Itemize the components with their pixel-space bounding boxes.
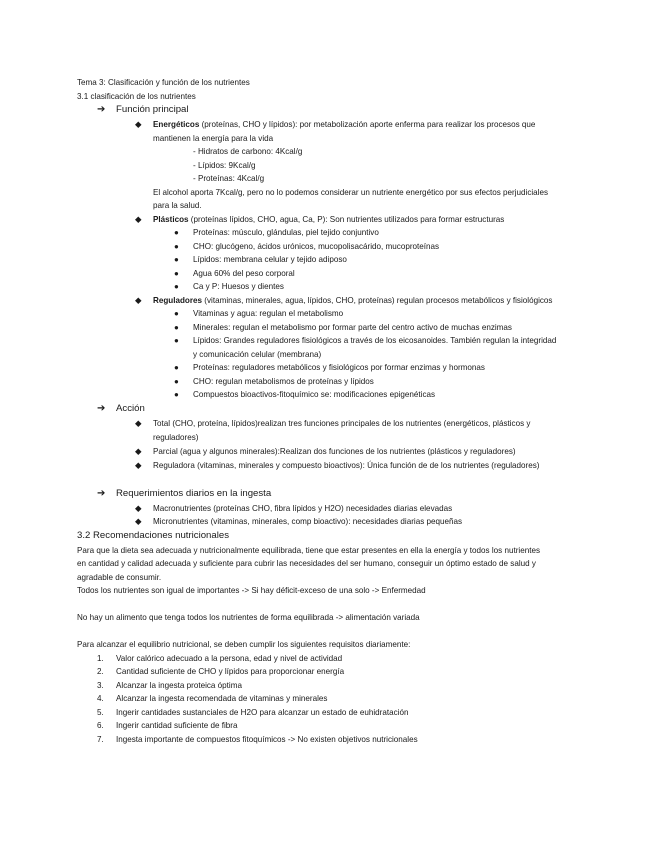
section-heading-3-1: 3.1 clasificación de los nutrientes bbox=[77, 92, 196, 101]
dot-bullet-icon: ● bbox=[174, 390, 179, 399]
diamond-bullet-icon: ◆ bbox=[135, 295, 142, 305]
diamond-bullet-icon: ◆ bbox=[135, 446, 142, 456]
dot-bullet-icon: ● bbox=[174, 242, 179, 251]
arrow-icon: ➔ bbox=[97, 403, 106, 414]
dot-bullet-icon: ● bbox=[174, 323, 179, 332]
dot-bullet-icon: ● bbox=[174, 228, 179, 237]
document-title: Tema 3: Clasificación y función de los nutrientes bbox=[77, 78, 250, 87]
diamond-bullet-icon: ◆ bbox=[135, 214, 142, 224]
diamond-bullet-icon: ◆ bbox=[135, 418, 142, 428]
dot-bullet-icon: ● bbox=[174, 336, 179, 345]
dot-bullet-icon: ● bbox=[174, 282, 179, 291]
alcohol-note-cont: para la salud. bbox=[153, 201, 202, 210]
label-reguladores: Reguladores bbox=[153, 296, 203, 305]
heading-funcion-principal: Función principal bbox=[116, 104, 189, 115]
heading-requerimientos: Requerimientos diarios en la ingesta bbox=[116, 488, 272, 499]
arrow-icon: ➔ bbox=[97, 104, 106, 115]
paragraph-line: No hay un alimento que tenga todos los nutrientes de forma equilibrada -> alimentación variada bbox=[77, 613, 420, 622]
dot-bullet-icon: ● bbox=[174, 363, 179, 372]
diamond-bullet-icon: ◆ bbox=[135, 119, 142, 129]
text-energeticos-cont: mantienen la energía para la vida bbox=[153, 134, 274, 143]
paragraph-line: Todos los nutrientes son igual de importantes -> Si hay déficit-exceso de una solo -> Enfermedad bbox=[77, 586, 426, 595]
dot-bullet-icon: ● bbox=[174, 309, 179, 318]
dot-bullet-icon: ● bbox=[174, 269, 179, 278]
document-page: Tema 3: Clasificación y función de los nutrientes 3.1 clasificación de los nutrientes ➔ Función principal ◆ Energéticos (proteínas, CHO y lípidos): por metabolización aporte enferma para realizar los procesos que mantienen la energía para la vida - Hidratos de carbono: 4Kcal/g - Lípidos: 9Kcal/g - Proteínas: 4Kcal/g El alcohol aporta 7Kcal/g, pero no lo podemos considerar un nutriente energético por sus efectos perjudiciales para la salud. ◆ Plásticos (proteínas lípidos, CHO, agua, Ca, P): Son nutrientes utilizados para formar estructuras ● Proteínas: músculo, glándulas, piel tejido conjuntivo ● CHO: glucógeno, ácidos urónicos, mucopolisacárido, mucoproteínas ● Lípidos: membrana celular y tejido adiposo ● Agua 60% del peso corporal ● Ca y P: Huesos y dientes ◆ Reguladores (vitaminas, minerales, agua, lípidos, CHO, proteínas) regulan procesos metabólicos y fisiológicos ● Vitaminas y agua: regulan el metabolismo ● Minerales: regulan el metabolismo por formar parte del centro activo de muchas enzimas ● Lípidos: Grandes reguladores fisiológicos a través de los eicosanoides. También regulan la integridad y comunicación celular (membrana) ● Proteínas: reguladores metabólicos y fisiológicos por formar enzimas y hormonas ● CHO: regulan metabolismos de proteínas y lípidos ● Compuestos bioactivos-fitoquímico se: modificaciones epigenéticas ➔ Acción ◆ Total (CHO, proteína, lípidos)realizan tres funciones principales de los nutrientes (energéticos, plásticos y reguladores) ◆ Parcial (agua y algunos minerales):Realizan dos funciones de los nutrientes (plásticos y reguladores) ◆ Reguladora (vitaminas, minerales y compuesto bioactivos): Única función de de los nutrientes (reguladores) ➔ Requerimientos diarios en la ingesta ◆ Macronutrientes (proteínas CHO, fibra lípidos y H2O) necesidades diarias elevadas ◆ Micronutrientes (vitaminas, minerales, comp bioactivo): necesidades diarias pequeñas 3.2 Recomendaciones nutricionales Para que la dieta sea adecuada y nutricionalmente equilibrada, tiene que estar presentes en ella la energía y todos los nutrientes en cantidad y calidad adecuada y suficiente para cubrir las necesidades del ser humano, conseguir un óptimo estado de salud y agradable de consumir. Todos los nutrientes son igual de importantes -> Si hay déficit-exceso de una solo -> Enfermedad No hay un alimento que tenga todos los nutrientes de forma equilibrada -> alimentación variada Para alcanzar el equilibrio nutricional, se deben cumplir los siguientes requisitos diariamente: 1. Valor calórico adecuado a la persona, edad y nivel de actividad 2. Cantidad suficiente de CHO y lípidos para proporcionar energía 3. Alcanzar la ingesta proteica óptima 4. Alcanzar la ingesta recomendada de vitaminas y minerales 5. Ingerir cantidades sustanciales de H2O para alcanzar un estado de euhidratación 6. Ingerir cantidad suficiente de fibra 7. Ingesta importante de compuestos fitoquímicos -> No existen objetivos nutricionales bbox=[77, 78, 557, 744]
list-item-cont: reguladores) bbox=[153, 433, 199, 442]
text-energeticos: (proteínas, CHO y lípidos): por metabolización aporte enferma para realizar los procesos que bbox=[199, 120, 536, 129]
paragraph-line: Para que la dieta sea adecuada y nutricionalmente equilibrada, tiene que estar presentes en ella la energía y todos los nutrientes bbox=[77, 546, 540, 555]
energy-value: - Hidratos de carbono: 4Kcal/g bbox=[193, 147, 303, 156]
list-item-cont: y comunicación celular (membrana) bbox=[193, 350, 322, 359]
energy-value: - Lípidos: 9Kcal/g bbox=[193, 161, 256, 170]
section-heading-3-2: 3.2 Recomendaciones nutricionales bbox=[77, 530, 229, 541]
heading-accion: Acción bbox=[116, 403, 145, 414]
dot-bullet-icon: ● bbox=[174, 377, 179, 386]
paragraph-line: agradable de consumir. bbox=[77, 573, 162, 582]
paragraph-line: Para alcanzar el equilibrio nutricional, se deben cumplir los siguientes requisitos diariamente: bbox=[77, 640, 411, 649]
label-plasticos: Plásticos bbox=[153, 215, 189, 224]
label-energeticos: Energéticos bbox=[153, 120, 200, 129]
diamond-bullet-icon: ◆ bbox=[135, 516, 142, 526]
text-reguladores: (vitaminas, minerales, agua, lípidos, CHO, proteínas) regulan procesos metabólicos y fisiológicos bbox=[202, 296, 553, 305]
diamond-bullet-icon: ◆ bbox=[135, 503, 142, 513]
paragraph-line: en cantidad y calidad adecuada y suficiente para cubrir las necesidades del ser humano, conseguir un óptimo estado de salud y bbox=[77, 559, 536, 568]
arrow-icon: ➔ bbox=[97, 488, 106, 499]
alcohol-note: El alcohol aporta 7Kcal/g, pero no lo podemos considerar un nutriente energético por sus efectos perjudiciales bbox=[153, 188, 549, 197]
dot-bullet-icon: ● bbox=[174, 255, 179, 264]
text-plasticos: (proteínas lípidos, CHO, agua, Ca, P): Son nutrientes utilizados para formar estructuras bbox=[188, 215, 505, 224]
energy-value: - Proteínas: 4Kcal/g bbox=[193, 174, 265, 183]
diamond-bullet-icon: ◆ bbox=[135, 460, 142, 470]
